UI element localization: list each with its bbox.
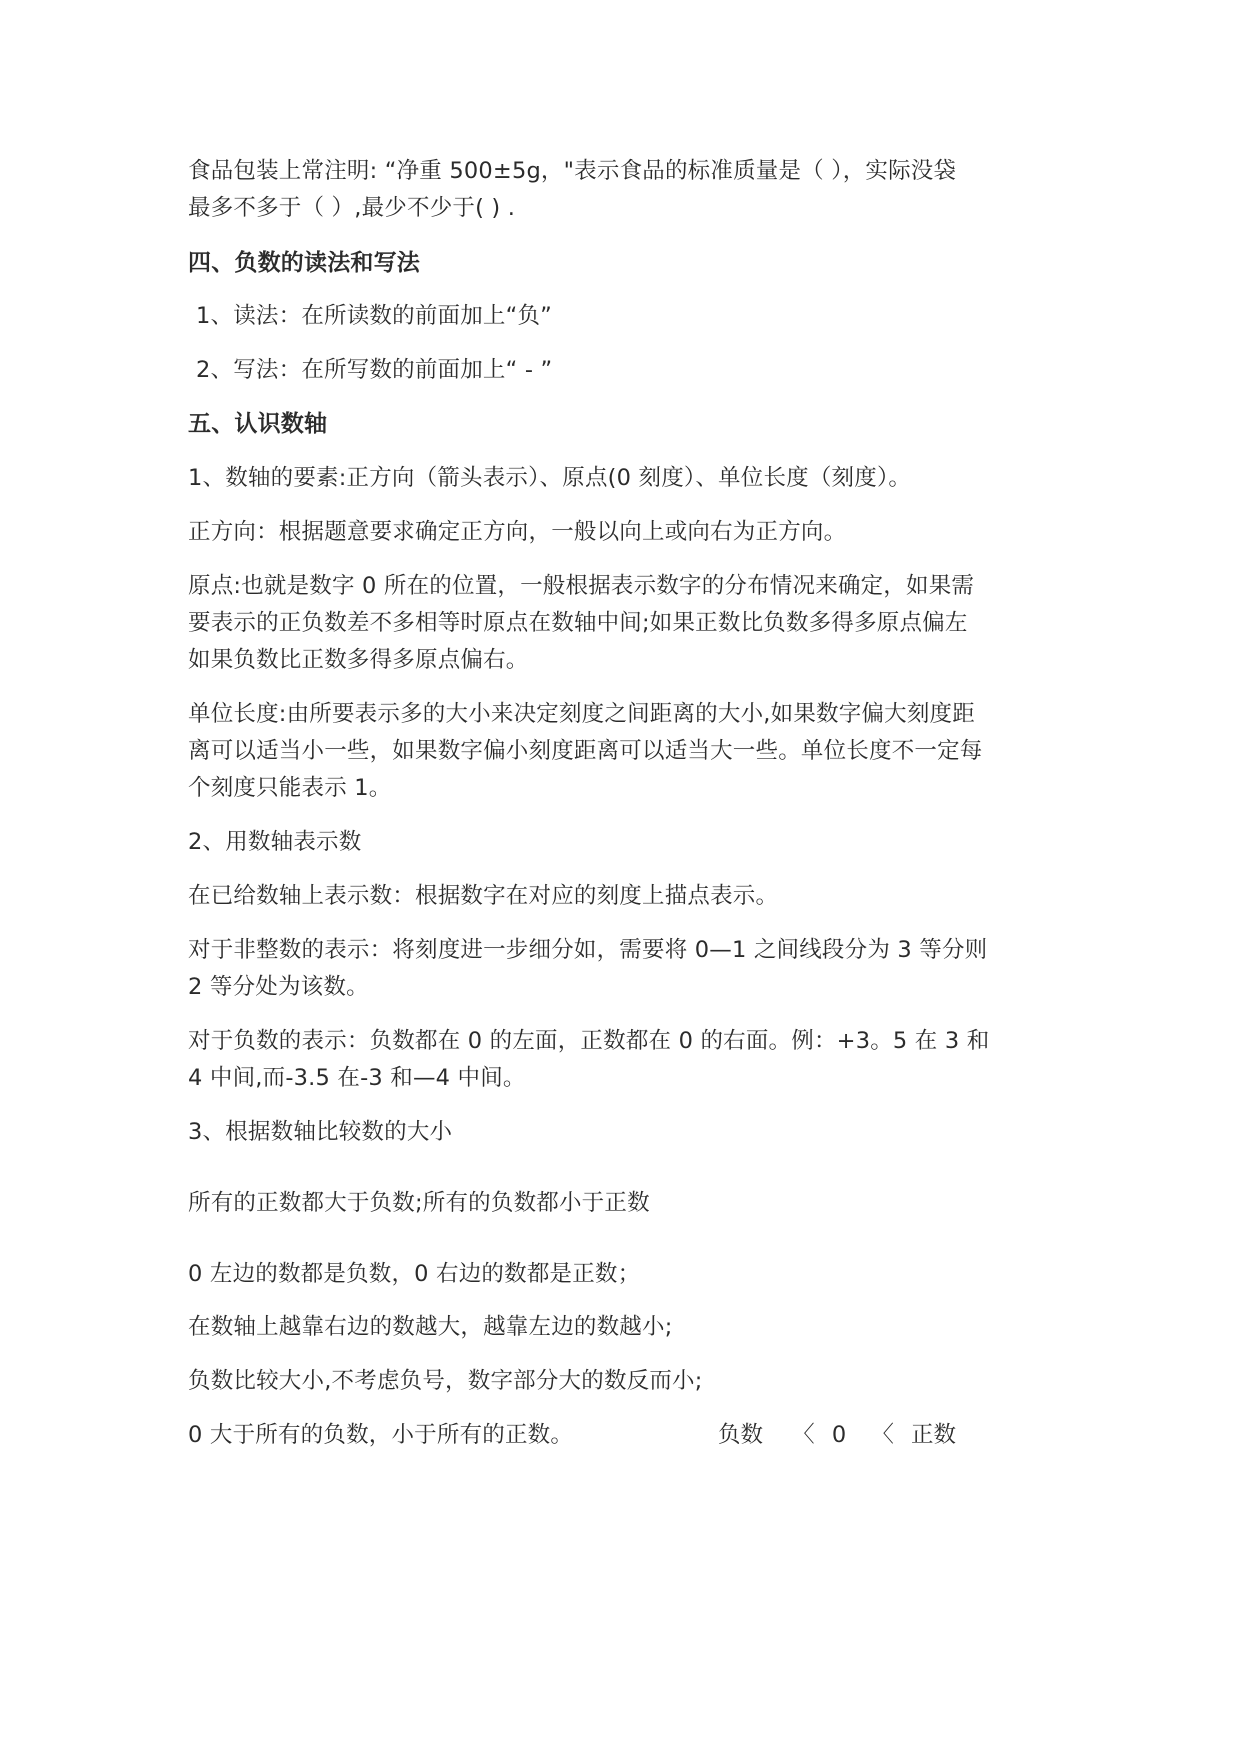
text-line: 0 左边的数都是负数，0 右边的数都是正数；: [188, 1261, 641, 1287]
text-line: 食品包装上常注明: “净重 500±5g，"表示食品的标准质量是（ ），实际没袋: [188, 158, 957, 184]
text-line: 0 大于所有的负数，小于所有的正数。: [188, 1422, 574, 1448]
text-line: 个刻度只能表示 1。: [188, 775, 392, 801]
text-line: 原点:也就是数字 0 所在的位置，一般根据表示数字的分布情况来确定，如果需: [188, 573, 975, 599]
section-heading: 五、认识数轴: [188, 411, 328, 437]
section-heading: 四、负数的读法和写法: [188, 250, 420, 276]
text-line: 要表示的正负数差不多相等时原点在数轴中间;如果正数比负数多得多原点偏左: [188, 610, 968, 636]
text-line: 所有的正数都大于负数;所有的负数都小于正数: [188, 1190, 650, 1216]
text-line: 最多不多于（ ）,最少不少于( ) .: [188, 195, 516, 221]
text-line: 4 中间,而-3.5 在-3 和—4 中间。: [188, 1065, 526, 1091]
text-line: 1、数轴的要素:正方向（箭头表示）、原点(0 刻度）、单位长度（刻度）。: [188, 465, 912, 491]
text-line: 正方向：根据题意要求确定正方向，一般以向上或向右为正方向。: [188, 519, 847, 545]
less-than-symbol: 〈: [871, 1422, 894, 1448]
negative-label: 负数: [718, 1422, 764, 1448]
less-than-symbol: 〈: [792, 1422, 815, 1448]
text-line: 对于负数的表示：负数都在 0 的左面，正数都在 0 的右面。例：+3。5 在 3 和: [188, 1028, 990, 1054]
text-line: 2、用数轴表示数: [188, 829, 362, 855]
text-line: 1、读法：在所读数的前面加上“负”: [196, 303, 553, 329]
text-line: 在已给数轴上表示数：根据数字在对应的刻度上描点表示。: [188, 883, 779, 909]
positive-label: 正数: [911, 1422, 957, 1448]
text-line: 2 等分处为该数。: [188, 974, 369, 1000]
text-line: 对于非整数的表示：将刻度进一步细分如，需要将 0—1 之间线段分为 3 等分则: [188, 937, 988, 963]
zero-label: 0: [831, 1422, 847, 1448]
text-line: 负数比较大小,不考虑负号，数字部分大的数反而小;: [188, 1368, 703, 1394]
text-line: 在数轴上越靠右边的数越大，越靠左边的数越小;: [188, 1314, 673, 1340]
text-line: 离可以适当小一些，如果数字偏小刻度距离可以适当大一些。单位长度不一定每: [188, 738, 983, 764]
text-line: 2、写法：在所写数的前面加上“ - ”: [196, 357, 553, 383]
text-line: 3、根据数轴比较数的大小: [188, 1119, 453, 1145]
text-line: 单位长度:由所要表示多的大小来决定刻度之间距离的大小,如果数字偏大刻度距: [188, 701, 975, 727]
number-order-comparison: [718, 1417, 956, 1453]
text-line: 如果负数比正数多得多原点偏右。: [188, 647, 529, 673]
